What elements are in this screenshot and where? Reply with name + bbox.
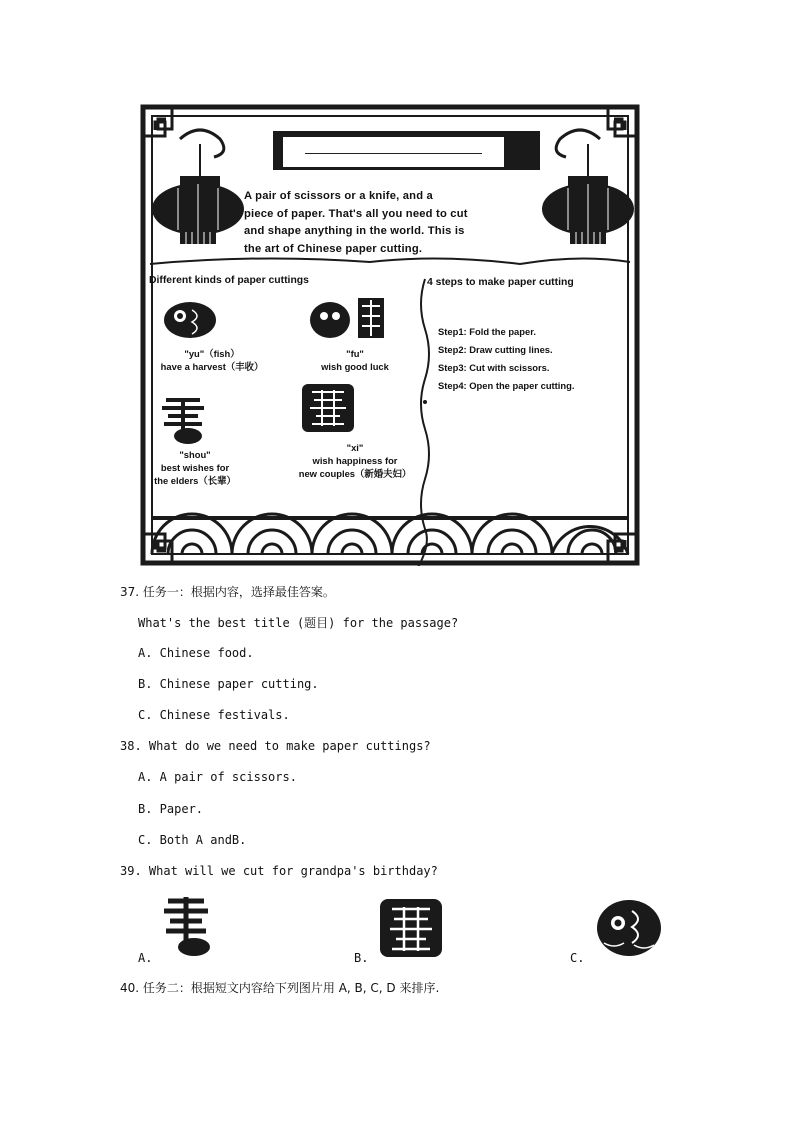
lantern-right-icon (542, 144, 634, 244)
q37-option-c[interactable]: C. Chinese festivals. (138, 708, 290, 722)
kind-meaning: the elders（长辈） (154, 475, 236, 486)
q39-stem: 39. What will we cut for grandpa's birthday? (120, 864, 438, 878)
intro-line: and shape anything in the world. This is (244, 225, 465, 237)
shou-character-icon (158, 394, 208, 446)
intro-line: piece of paper. That's all you need to cut (244, 207, 468, 220)
step-item: Step3: Cut with scissors. (438, 362, 550, 373)
lantern-left-icon (152, 144, 244, 244)
q39-option-a-label[interactable]: A. (138, 951, 153, 965)
kind-word: "fu" (346, 348, 364, 359)
q37-heading (120, 583, 335, 600)
q38-stem: 38. What do we need to make paper cuttings? (120, 739, 431, 753)
kind-meaning: have a harvest（丰收） (160, 361, 264, 372)
q40-heading (120, 979, 439, 996)
q39-option-b-label[interactable]: B. (354, 951, 369, 965)
q38-option-b[interactable]: B. Paper. (138, 802, 204, 816)
kind-word: "yu"（fish） (184, 348, 240, 359)
q38-option-c[interactable]: C. Both A andB. (138, 833, 247, 847)
intro-line: A pair of scissors or a knife, and a (244, 190, 433, 202)
kind-fu-caption (300, 347, 410, 373)
q39-option-c-label[interactable]: C. (570, 951, 585, 965)
steps-list (438, 323, 574, 395)
kinds-heading: Different kinds of paper cuttings (149, 275, 309, 286)
paper-cutting-poster (140, 104, 640, 566)
kind-meaning: wish good luck (321, 361, 389, 372)
fu-character-icon (308, 292, 388, 344)
kind-xi-caption (280, 441, 430, 480)
poster-intro (244, 188, 544, 258)
kind-meaning: new couples（新婚夫妇） (298, 468, 412, 479)
q37-stem: What's the best title (题目) for the passage? (138, 616, 459, 630)
kind-meaning: best wishes for (160, 462, 230, 473)
fish-icon[interactable] (594, 895, 664, 961)
step-item: Step2: Draw cutting lines. (438, 344, 553, 355)
step-item: Step4: Open the paper cutting. (438, 380, 575, 391)
kind-meaning: wish happiness for (312, 455, 398, 466)
double-happiness-icon[interactable] (378, 897, 444, 959)
fish-icon (160, 296, 220, 344)
title-blank-box (273, 131, 540, 170)
kind-shou-caption (145, 448, 245, 487)
kind-yu-caption (152, 347, 272, 373)
double-happiness-icon (300, 382, 356, 434)
intro-line: the art of Chinese paper cutting. (244, 242, 423, 255)
q37-option-b[interactable]: B. Chinese paper cutting. (138, 677, 319, 691)
q40-heading-text: 40. 任务二：根据短文内容给下列图片用 A, B, C, D 来排序. (120, 981, 440, 995)
q38-option-a[interactable]: A. A pair of scissors. (138, 770, 297, 784)
q37-heading-text: 37. 任务一：根据内容，选择最佳答案。 (120, 585, 335, 599)
shou-character-icon[interactable] (160, 893, 214, 959)
title-blank (283, 137, 504, 167)
steps-heading: 4 steps to make paper cutting (427, 277, 574, 288)
kind-word: "xi" (346, 442, 364, 453)
kind-word: "shou" (179, 449, 211, 460)
step-item: Step1: Fold the paper. (438, 326, 536, 337)
q37-option-a[interactable]: A. Chinese food. (138, 646, 254, 660)
